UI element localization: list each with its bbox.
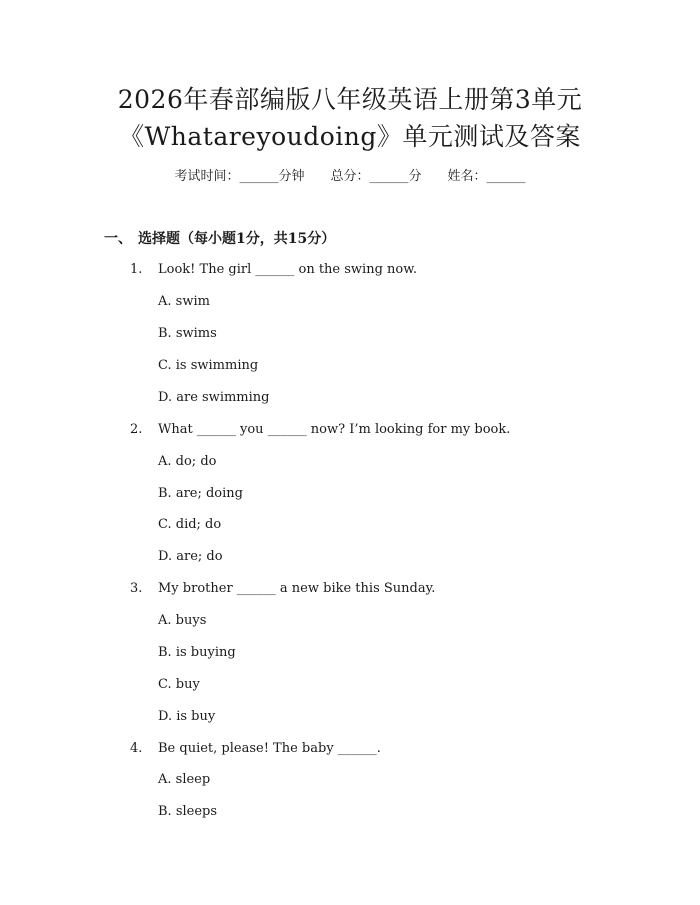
answer-option: A. sleep bbox=[158, 772, 211, 787]
student-name-label: 姓名：______ bbox=[447, 169, 526, 184]
question-text: Look! The girl ______ on the swing now. bbox=[158, 262, 417, 277]
section-heading bbox=[104, 229, 335, 249]
question-text: What ______ you ______ now? I’m looking for my book. bbox=[158, 422, 511, 437]
question-text: My brother ______ a new bike this Sunday. bbox=[158, 581, 436, 596]
answer-option: C. did; do bbox=[158, 517, 222, 532]
answer-option: C. is swimming bbox=[158, 358, 259, 373]
exam-meta bbox=[0, 168, 700, 186]
exam-title-line-1: 2026年春部编版八年级英语上册第3单元 bbox=[117, 85, 583, 114]
question-number: 2. bbox=[130, 422, 143, 437]
answer-option: A. buys bbox=[158, 613, 207, 628]
answer-option: D. is buy bbox=[158, 709, 216, 724]
question-number: 1. bbox=[130, 262, 143, 277]
question-text: Be quiet, please! The baby ______. bbox=[158, 741, 381, 756]
answer-option: C. buy bbox=[158, 677, 200, 692]
exam-score-label: 总分：______分 bbox=[330, 169, 422, 184]
question-number: 3. bbox=[130, 581, 143, 596]
answer-option: A. swim bbox=[158, 294, 210, 309]
exam-title-line-2: 《Whatareyoudoing》单元测试及答案 bbox=[119, 122, 581, 151]
answer-option: B. sleeps bbox=[158, 804, 218, 819]
answer-option: A. do; do bbox=[158, 454, 217, 469]
section-number: 一、 bbox=[104, 231, 132, 247]
answer-option: B. is buying bbox=[158, 645, 236, 660]
answer-option: D. are swimming bbox=[158, 390, 270, 405]
section-title: 选择题（每小题1分，共15分） bbox=[138, 231, 336, 247]
answer-option: B. swims bbox=[158, 326, 217, 341]
question-number: 4. bbox=[130, 741, 143, 756]
answer-option: B. are; doing bbox=[158, 486, 243, 501]
exam-time-label: 考试时间：______分钟 bbox=[174, 169, 305, 184]
answer-option: D. are; do bbox=[158, 549, 223, 564]
